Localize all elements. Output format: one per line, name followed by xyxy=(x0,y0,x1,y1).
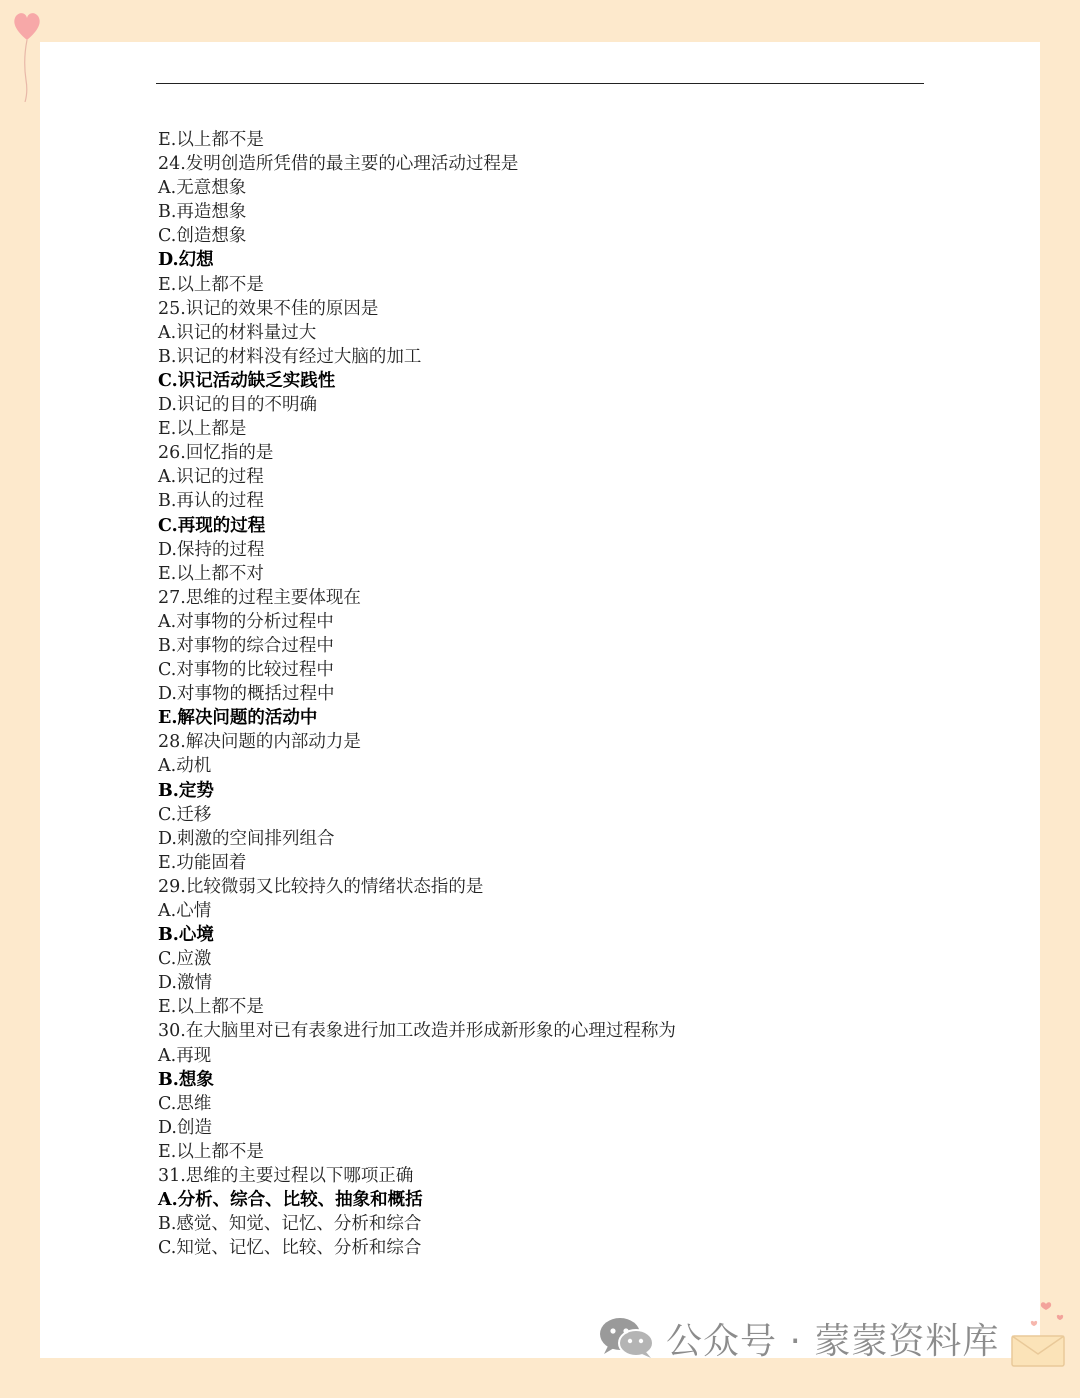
text-line: 30.在大脑里对已有表象进行加工改造并形成新形象的心理过程称为 xyxy=(158,1021,676,1042)
text-line: C.迁移 xyxy=(158,804,212,825)
watermark-text: 公众号 · 蒙蒙资料库 xyxy=(666,1320,1000,1362)
text-line: E.以上都不是 xyxy=(158,274,264,295)
wechat-icon xyxy=(598,1316,656,1360)
text-line: B.对事物的综合过程中 xyxy=(158,635,334,656)
document-page xyxy=(40,42,1040,1358)
text-line: C.创造想象 xyxy=(158,226,247,247)
text-line: C.对事物的比较过程中 xyxy=(158,660,334,681)
text-line: D.创造 xyxy=(158,1117,212,1138)
text-line: 27.思维的过程主要体现在 xyxy=(158,587,361,608)
text-line: B.再认的过程 xyxy=(158,491,264,512)
text-line: B.识记的材料没有经过大脑的加工 xyxy=(158,346,422,367)
text-line: D.刺激的空间排列组合 xyxy=(158,828,335,849)
text-line: D.保持的过程 xyxy=(158,539,265,560)
text-line: C.再现的过程 xyxy=(158,515,266,536)
text-line: 29.比较微弱又比较持久的情绪状态指的是 xyxy=(158,876,484,897)
envelope-hearts-icon xyxy=(1008,1298,1072,1370)
text-line: E.功能固着 xyxy=(158,852,247,873)
text-line: C.识记活动缺乏实践性 xyxy=(158,370,336,391)
text-line: C.应激 xyxy=(158,949,212,970)
text-line: A.识记的过程 xyxy=(158,467,264,488)
text-line: E.以上都不是 xyxy=(158,130,264,150)
text-line: B.定势 xyxy=(158,780,214,801)
text-line: A.动机 xyxy=(158,756,212,777)
text-line: A.心情 xyxy=(158,901,212,921)
text-line: B.感觉、知觉、记忆、分析和综合 xyxy=(158,1214,422,1235)
text-line: E.以上都不对 xyxy=(158,563,264,584)
text-line: C.思维 xyxy=(158,1093,212,1114)
text-line: E.以上都不是 xyxy=(158,1141,264,1162)
text-line: E.解决问题的活动中 xyxy=(158,708,318,729)
watermark xyxy=(598,1310,999,1366)
text-line: E.以上都是 xyxy=(158,419,247,440)
heart-balloon-icon xyxy=(10,10,44,102)
text-line: A.无意想象 xyxy=(158,178,247,199)
text-line: D.识记的目的不明确 xyxy=(158,395,317,416)
text-line: B.想象 xyxy=(158,1069,214,1090)
text-line: D.激情 xyxy=(158,973,212,994)
text-line: A.识记的材料量过大 xyxy=(158,322,317,343)
text-line: E.以上都不是 xyxy=(158,997,264,1018)
text-line: 25.识记的效果不佳的原因是 xyxy=(158,298,379,319)
text-line: 26.回忆指的是 xyxy=(158,443,274,464)
text-line: 28.解决问题的内部动力是 xyxy=(158,732,361,753)
text-line: D.对事物的概括过程中 xyxy=(158,684,335,705)
question-list xyxy=(158,128,676,1260)
text-line: A.再现 xyxy=(158,1045,212,1066)
text-line: 24.发明创造所凭借的最主要的心理活动过程是 xyxy=(158,154,519,175)
header-rule xyxy=(156,83,924,84)
text-line: 31.思维的主要过程以下哪项正确 xyxy=(158,1166,414,1187)
text-line: A.对事物的分析过程中 xyxy=(158,611,334,632)
text-line: A.分析、综合、比较、抽象和概括 xyxy=(158,1190,423,1211)
text-line: B.再造想象 xyxy=(158,202,247,223)
text-line: B.心境 xyxy=(158,925,214,946)
text-line: C.知觉、记忆、比较、分析和综合 xyxy=(158,1238,422,1259)
text-line: D.幻想 xyxy=(158,250,214,271)
